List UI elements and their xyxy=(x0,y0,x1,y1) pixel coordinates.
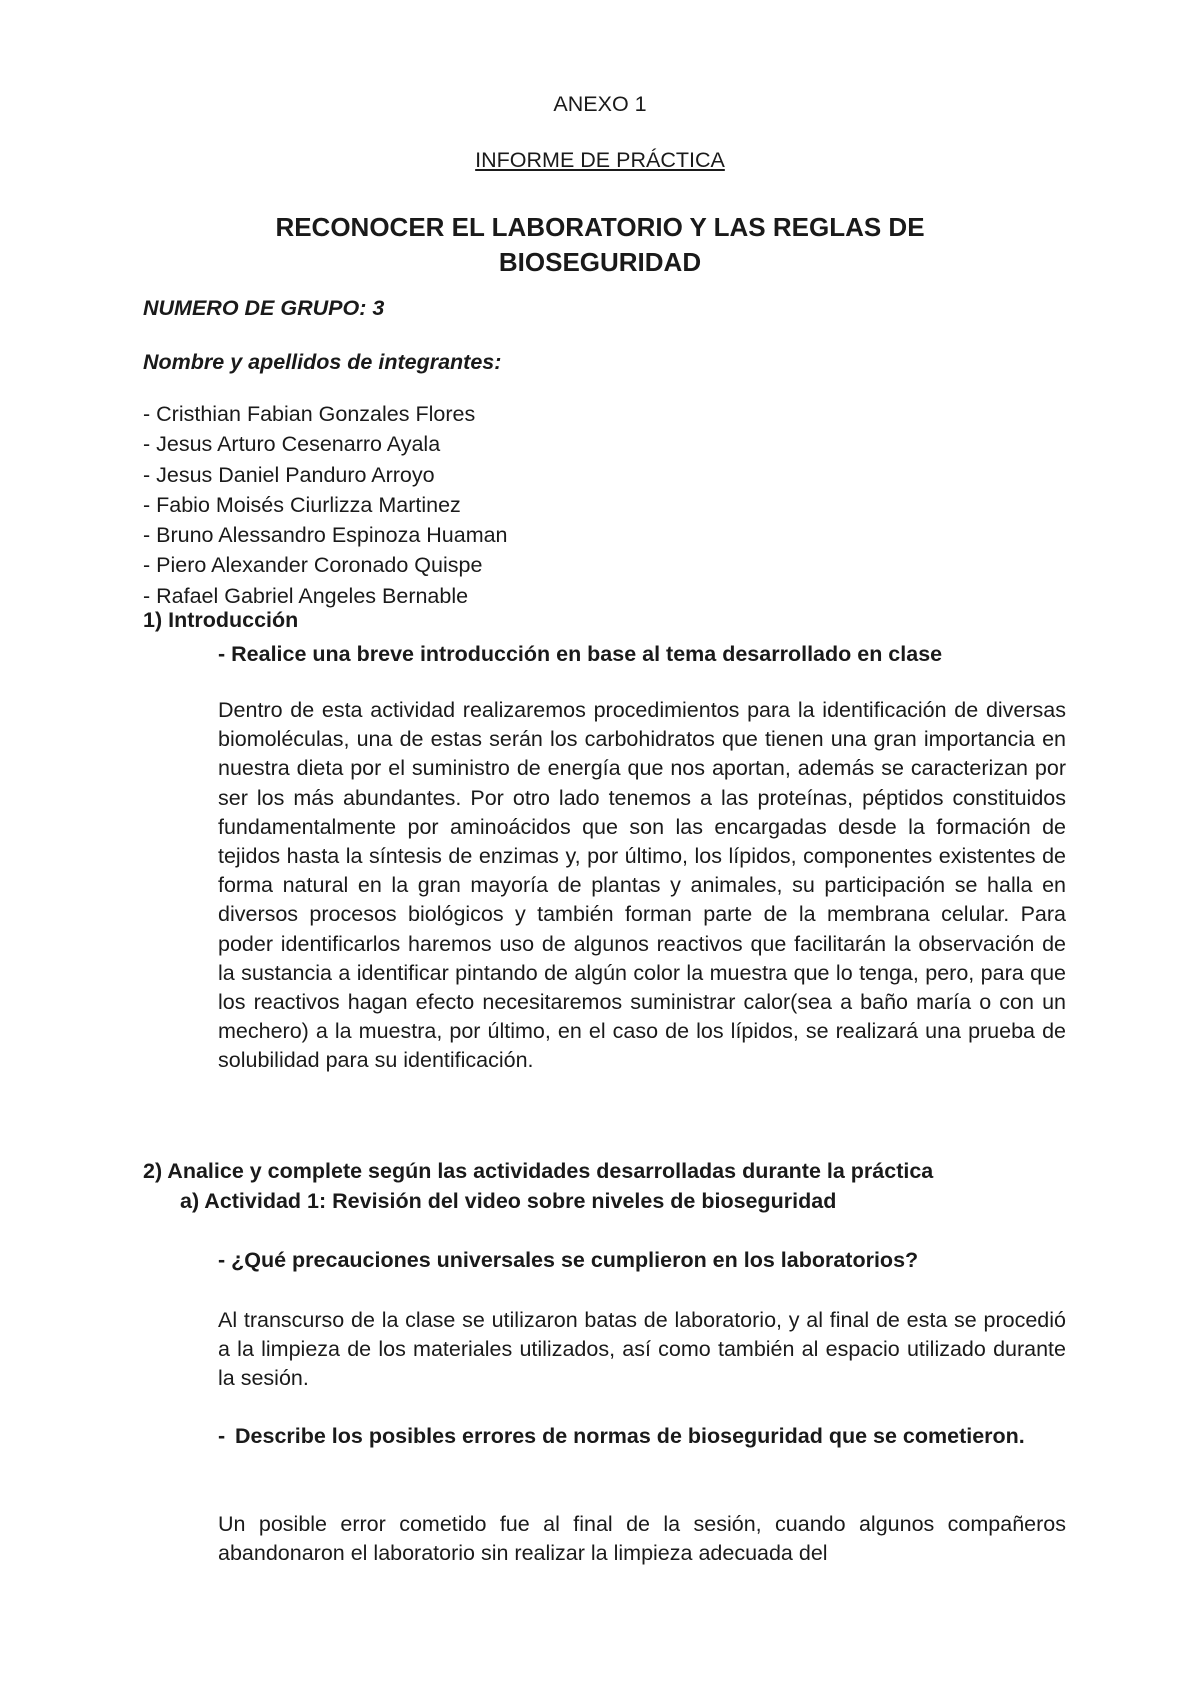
question-errors-dash: - xyxy=(218,1424,226,1448)
main-title xyxy=(0,210,1200,280)
member-item: - Fabio Moisés Ciurlizza Martinez xyxy=(143,492,461,517)
member-item: - Bruno Alessandro Espinoza Huaman xyxy=(143,523,508,548)
main-title-line-1: RECONOCER EL LABORATORIO Y LAS REGLAS DE xyxy=(275,212,925,242)
member-item: - Rafael Gabriel Angeles Bernable xyxy=(143,583,469,608)
answer-precautions: Al transcurso de la clase se utilizaron batas de laboratorio, y al final de esta se procedió a la limpieza de los materiales utilizados, así como también al espacio utilizado durante la sesión. xyxy=(218,1308,1066,1391)
introduction-paragraph: Dentro de esta actividad realizaremos procedimientos para la identificación de diversas biomoléculas, una de estas serán los carbohidratos que tienen una gran importancia en nuestra dieta por el suministro de energía que nos aportan, además se caracterizan por ser los más abundantes. Por otro lado tenemos a las proteínas, péptidos constituidos fundamentalmente por aminoácidos que son las encargadas desde la formación de tejidos hasta la síntesis de enzimas y, por último, los lípidos, componentes existentes de forma natural en la gran mayoría de plantas y animales, su participación se halla en diversos procesos biológicos y también forman parte de la membrana celular. Para poder identificarlos haremos uso de algunos reactivos que facilitarán la observación de la sustancia a identificar pintando de algún color la muestra que lo tenga, pero, para que los reactivos hagan efecto necesitaremos suministrar calor(sea a baño maría o con un mechero) a la muestra, por último, en el caso de los lípidos, se realizará una prueba de solubilidad para su identificación. xyxy=(218,698,1066,1073)
member-item: - Jesus Arturo Cesenarro Ayala xyxy=(143,432,441,457)
member-item: - Cristhian Fabian Gonzales Flores xyxy=(143,402,476,426)
group-number: NUMERO DE GRUPO: 3 xyxy=(143,296,385,320)
activity-1-heading: a) Actividad 1: Revisión del video sobre niveles de bioseguridad xyxy=(180,1189,837,1213)
section-1-heading: 1) Introducción xyxy=(143,608,299,632)
member-item: - Piero Alexander Coronado Quispe xyxy=(143,553,483,578)
annex-label: ANEXO 1 xyxy=(553,92,647,116)
section-2-heading: 2) Analice y complete según las actividades desarrolladas durante la práctica xyxy=(143,1159,934,1183)
report-type-heading: INFORME DE PRÁCTICA xyxy=(475,148,725,172)
answer-errors: Un posible error cometido fue al final de la sesión, cuando algunos compañeros abandonaron el laboratorio sin realizar la limpieza adecuada del xyxy=(218,1512,1066,1566)
question-precautions: - ¿Qué precauciones universales se cumplieron en los laboratorios? xyxy=(218,1248,919,1272)
section-1-prompt: - Realice una breve introducción en base al tema desarrollado en clase xyxy=(218,642,943,666)
member-item: - Jesus Daniel Panduro Arroyo xyxy=(143,462,435,487)
main-title-line-2: BIOSEGURIDAD xyxy=(498,247,702,277)
members-list xyxy=(143,399,508,611)
members-heading: Nombre y apellidos de integrantes: xyxy=(143,350,502,374)
question-errors-text: Describe los posibles errores de normas de bioseguridad que se cometieron. xyxy=(235,1424,1025,1448)
question-errors xyxy=(218,1422,1066,1451)
